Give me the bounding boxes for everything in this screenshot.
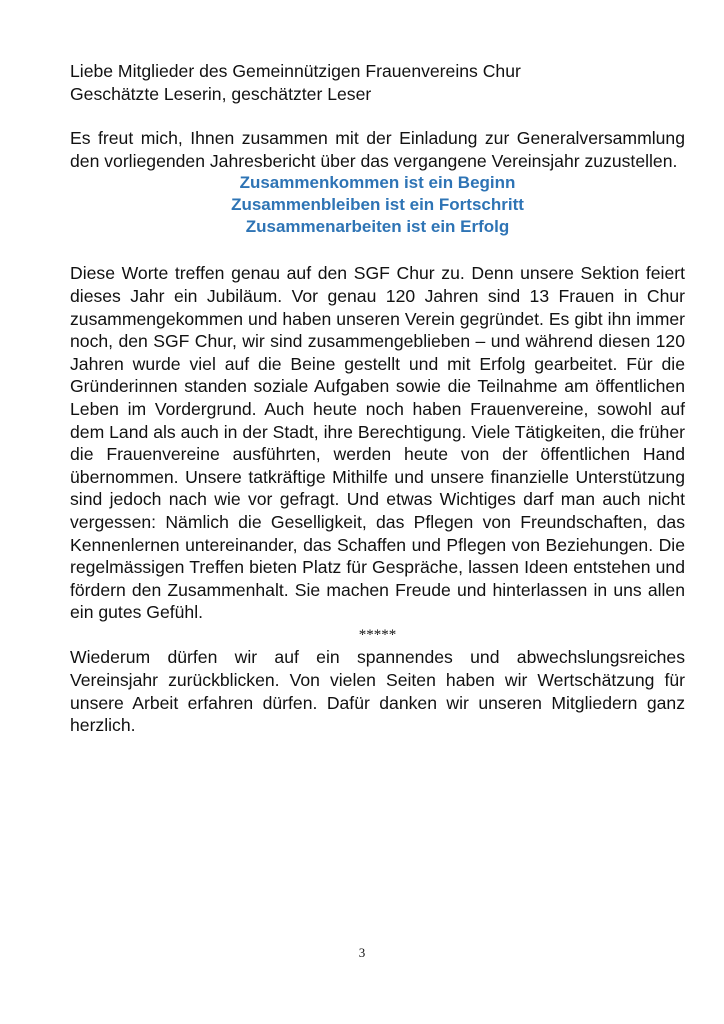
greeting bbox=[70, 60, 685, 105]
motto-line-1: Zusammenkommen ist ein Beginn bbox=[239, 173, 516, 193]
intro-paragraph: Es freut mich, Ihnen zusammen mit der Einladung zur Generalversammlung den vorliegenden Jahresbericht über das vergangene Vereinsjahr zuzustellen. bbox=[70, 128, 685, 171]
page-content bbox=[70, 60, 685, 737]
greeting-line-1: Liebe Mitglieder des Gemeinnützigen Frauenvereins Chur bbox=[70, 61, 521, 81]
motto bbox=[70, 172, 685, 238]
section-separator: ***** bbox=[358, 626, 397, 643]
main-paragraph: Diese Worte treffen genau auf den SGF Chur zu. Denn unsere Sektion feiert dieses Jahr ein Jubiläum. Vor genau 120 Jahren sind 13 Frauen in Chur zusammengekommen und haben unseren Verein gegründet. Es gibt ihn immer noch, den SGF Chur, wir sind zusammengeblieben – und während diesen 120 Jahren wurde viel auf die Beine gestellt und mit Erfolg gearbeitet. Für die Gründerinnen standen soziale Aufgaben sowie die Teilnahme am öffentlichen Leben im Vordergrund. Auch heute noch haben Frauenvereine, sowohl auf dem Land als auch in der Stadt, ihre Berechtigung. Viele Tätigkeiten, die früher die Frauenvereine ausführten, werden heute von der öffentlichen Hand übernommen. Unsere tatkräftige Mithilfe und unsere finanzielle Unterstützung sind jedoch nach wie vor gefragt. Und etwas Wichtiges darf man auch nicht vergessen: Nämlich die Geselligkeit, das Pflegen von Freundschaften, das Kennenlernen untereinander, das Schaffen und Pflegen von Beziehungen. Die regelmässigen Treffen bieten Platz für Gespräche, lassen Ideen entstehen und fördern den Zusammenhalt. Sie machen Freude und hinterlassen in uns allen ein gutes Gefühl. bbox=[70, 263, 685, 623]
motto-line-3: Zusammenarbeiten ist ein Erfolg bbox=[245, 217, 510, 237]
motto-line-2: Zusammenbleiben ist ein Fortschritt bbox=[231, 195, 524, 215]
closing-paragraph: Wiederum dürfen wir auf ein spannendes und abwechslungsreiches Vereinsjahr zurückblicken. Von vielen Seiten haben wir Wertschätzung für unsere Arbeit erfahren dürfen. Dafür danken wir unseren Mitgliedern ganz herzlich. bbox=[70, 647, 685, 736]
greeting-line-2: Geschätzte Leserin, geschätzter Leser bbox=[70, 83, 372, 104]
page-number: 3 bbox=[358, 945, 366, 960]
